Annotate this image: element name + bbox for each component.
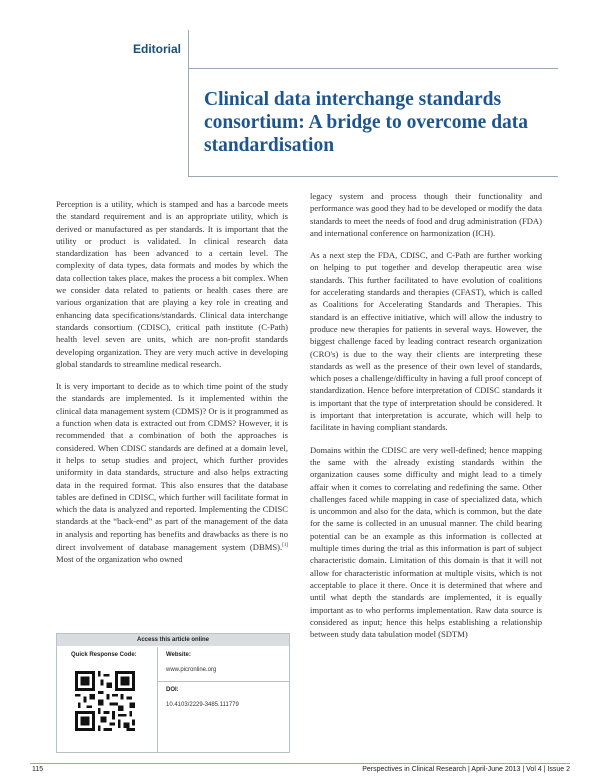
title-rule [188, 176, 558, 177]
title-vertical-rule [188, 68, 189, 176]
body-column-right [310, 190, 542, 650]
doi-link[interactable]: 10.4103/2229-3485.111779 [166, 702, 239, 708]
website-link[interactable]: www.picronline.org [166, 667, 217, 673]
paragraph: Domains within the CDISC are very well-defined; hence mapping the same with the already existing standards within the organization causes some difficulty and might lead to a timely affair when it comes to correlating and redefining the same. Other challenges faced while mapping in case of specialized data, which is uncommon and also for the data, which is common, but the date for the same is collected in an unusual manner. The child bearing potential can be an example as this information is collected at multiple times during the trial as this information is part of subject characteristic domain. Limitation of this domain is that it will not allow for characteristic information at multiple visits, which is not acceptable to place it there. Once it is determined that where and until what depth the standards are implemented, it is equally important as to who performs implementation. Raw data source is considered as input; hence this helps establishing a relationship between study data tabulation model (SDTM) [310, 444, 542, 640]
paragraph: legacy system and process though their functionality and performance was good they had to be developed or modify the data standards to meet the needs of food and drug administration (FDA) and international conference on harmonization (ICH). [310, 191, 542, 238]
footer-rule [30, 763, 570, 764]
section-label: Editorial [133, 42, 182, 56]
qr-code-icon[interactable] [75, 671, 135, 731]
page-number: 115 [32, 766, 44, 773]
body-column-left [56, 198, 288, 575]
access-box-heading: Access this article online [57, 634, 289, 646]
header-vertical-rule [188, 30, 189, 68]
access-info-panel [158, 647, 289, 752]
header-rule [188, 68, 558, 69]
website-label: Website: [166, 652, 191, 658]
article-title: Clinical data interchange standards consortium: A bridge to overcome data standardisation [204, 89, 529, 156]
paragraph: Perception is a utility, which is stamped and has a barcode meets the standard requirement and is an appropriate utility, which is derived or manufactured as per standards. It is important that the utility or product is validated. In clinical research data standardization has been advanced to a certain level. The complexity of data types, data formats and modes by which the data collection takes place, makes the process a bit complex. When we consider data related to patients or health cases there are various organization that are playing a key role in creating and enhancing data specifications/standards. Clinical data interchange standards consortium (CDISC), critical path institute (C-Path) health level seven are units, which are non-profit standards developing organization. They are very much active in developing global standards to streamline medical research. [56, 199, 288, 369]
journal-citation: Perspectives in Clinical Research | April-June 2013 | Vol 4 | Issue 2 [362, 766, 570, 773]
divider [158, 681, 289, 682]
qr-label: Quick Response Code: [71, 652, 137, 658]
paragraph: It is very important to decide as to which time point of the study the standards are implemented. Is it implemented within the clinical data management system (CDMS)? Or is it programmed as a function when data is extracted out from CDMS? However, it is recommended that a combination of both the approaches is considered. When CDISC standards are defined at a domain level, it helps to setup studies and project, which further provides uniformity in data standards, structure and also helps extracting data in the required format. This also ensures that the database tables are defined in CDISC, which further will facilitate format in which the data is analyzed and reported. Implementing the CDISC standards at the “back-end” as part of the management of the data in analysis and reporting has benefits and drawbacks as there is no direct involvement of database management system (DBMS).[1] Most of the organization who owned [56, 381, 288, 565]
citation-reference[interactable]: [1] [282, 543, 288, 549]
qr-panel [57, 647, 158, 752]
access-article-box [56, 633, 290, 753]
doi-label: DOI: [166, 687, 179, 693]
paragraph: As a next step the FDA, CDISC, and C-Path are further working on helping to put together and develop therapeutic area wise standards. This further facilitated to have evolution of coalitions for accelerating standards and therapies (CFAST), which is called as Coalitions for Accelerating Standards and Therapies. This standard is an effective initiative, which will allow the industry to produce new therapies for patients in several ways. However, the biggest challenge faced by leading contract research organization (CRO's) is due to the way their clients are interpreting these standards as well as the presence of their own level of standards, which poses a challenge/difficulty in having a full proof concept of standardization. Hence before interpretation of CDISC standards it is important that the type of interpretation should be considered. It is important that interpretation is accurate, which will help to facilitate in having compliant standards. [310, 250, 542, 433]
